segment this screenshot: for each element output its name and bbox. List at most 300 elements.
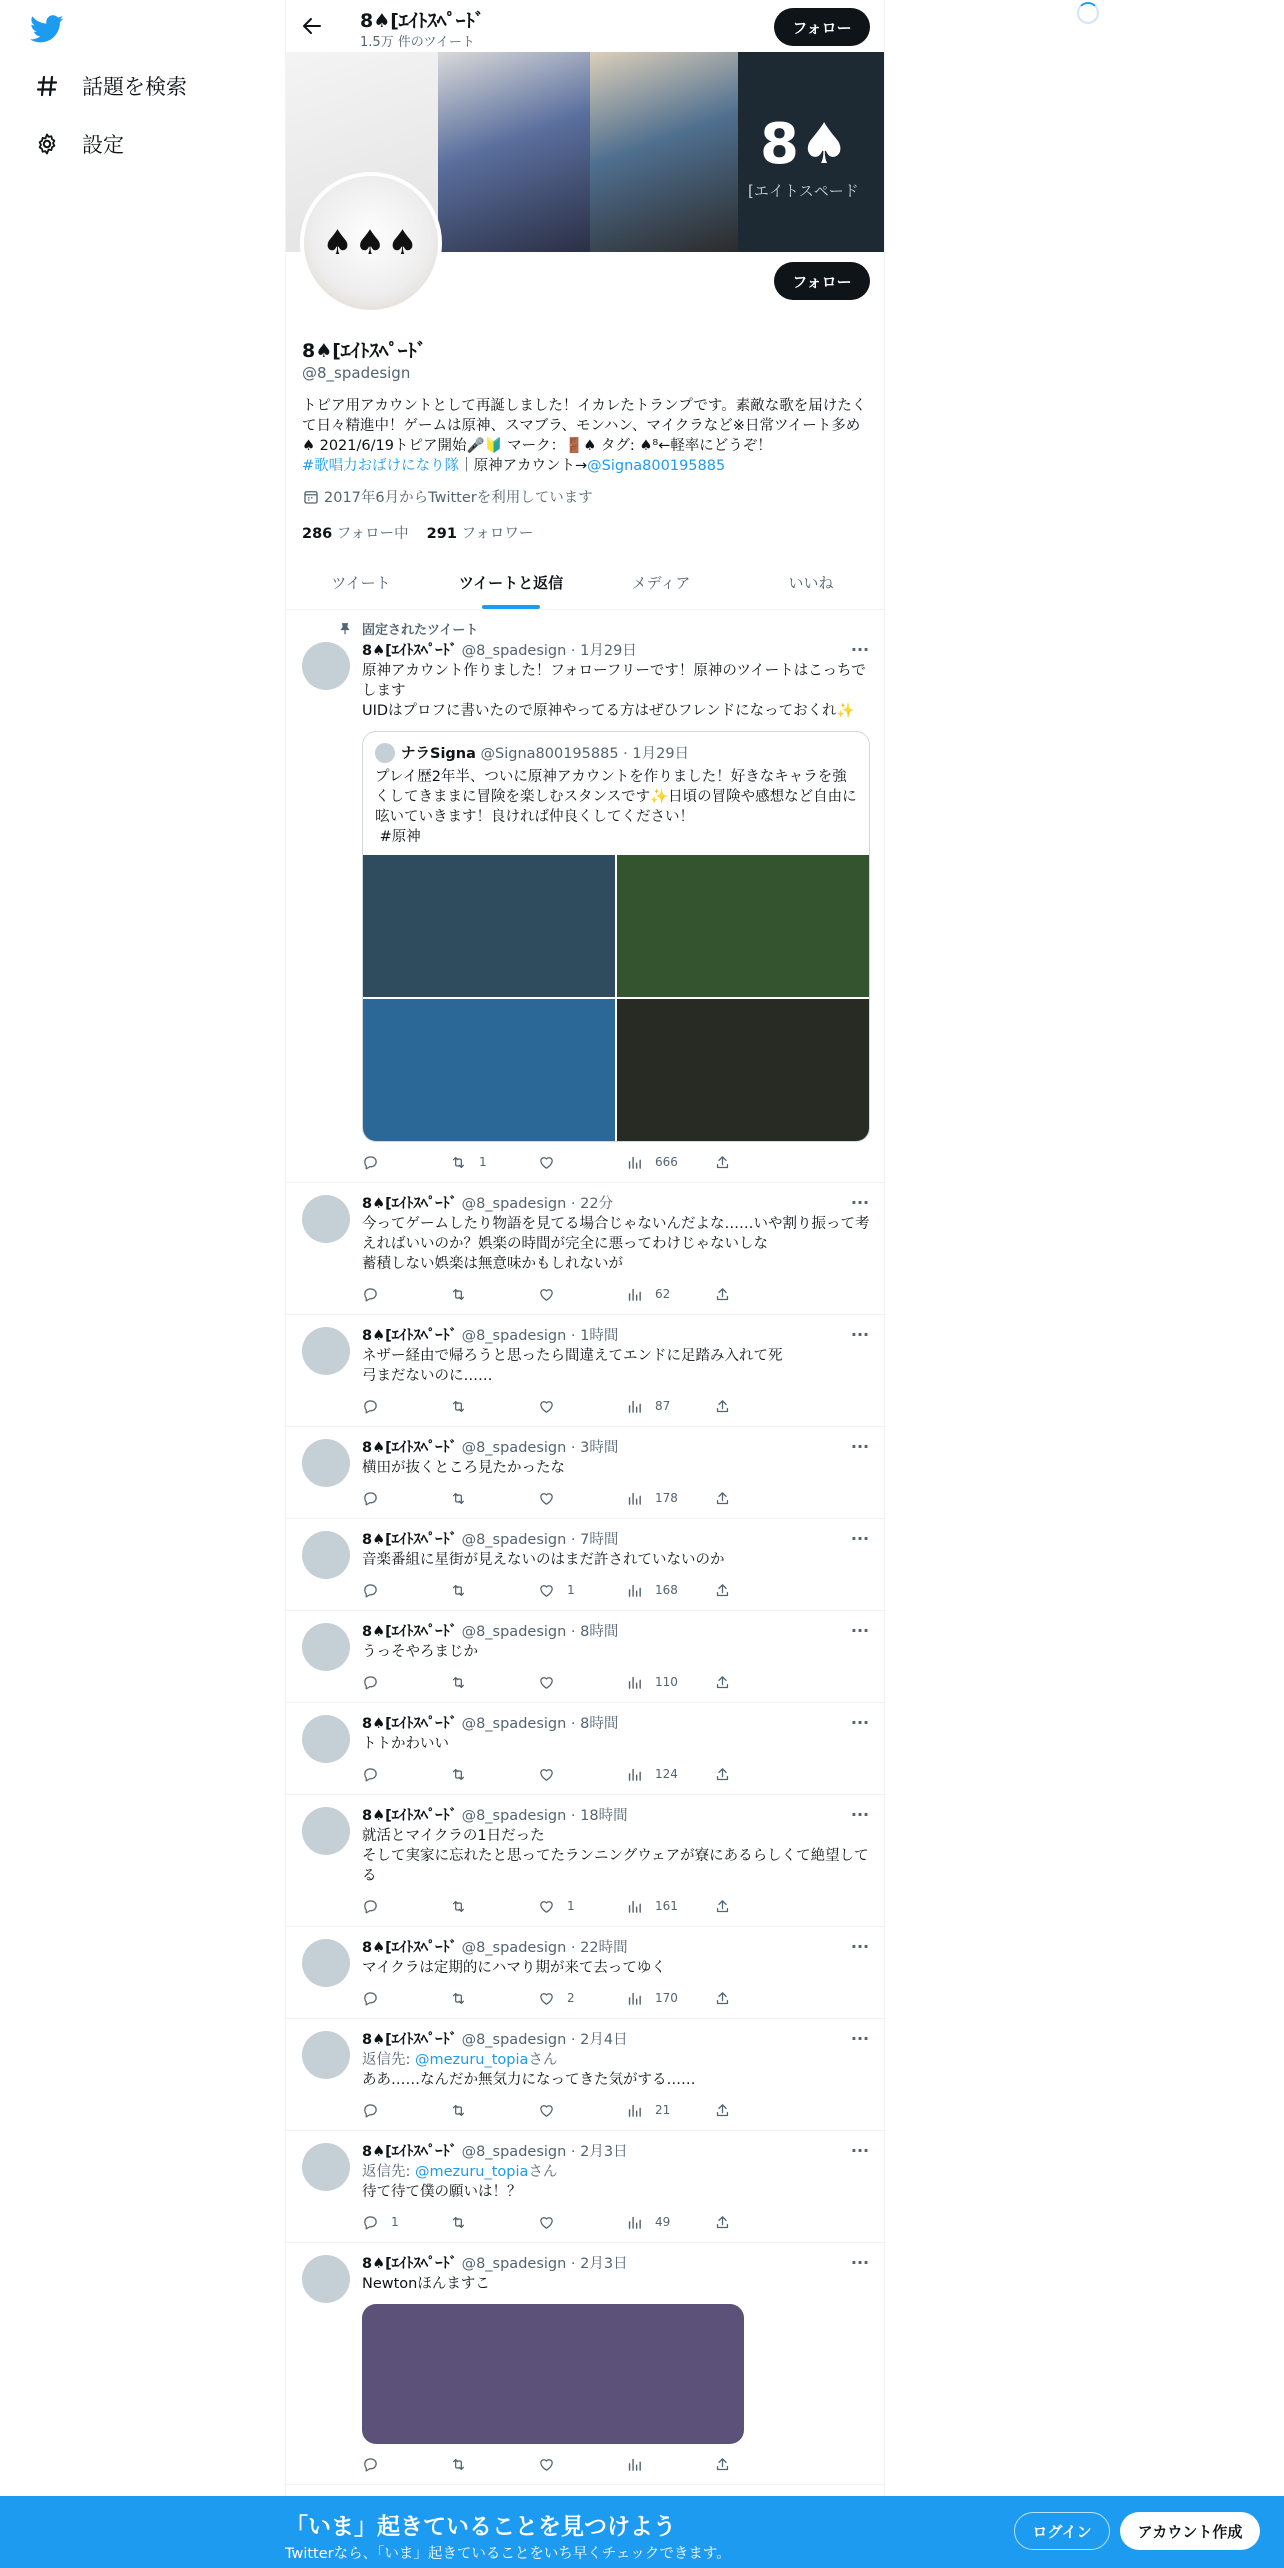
tab-tweets[interactable]: ツイート xyxy=(331,574,391,592)
avatar[interactable] xyxy=(302,1531,350,1579)
profile-avatar[interactable] xyxy=(300,172,442,314)
tweet-text: 就活とマイクラの1日だった そして実家に忘れたと思ってたランニングウェアが寮にあるらしくて絶望してる xyxy=(362,1828,869,1884)
tweet[interactable] xyxy=(286,1611,885,1703)
bio-hashtag-link[interactable]: #歌唱力おばけになり隊 xyxy=(302,458,460,474)
retweet-icon xyxy=(450,1674,467,1691)
reply-icon xyxy=(362,1398,379,1415)
views-button[interactable] xyxy=(626,1990,714,2007)
avatar[interactable] xyxy=(302,1439,350,1487)
tweet-body xyxy=(362,1327,870,1426)
views-button[interactable] xyxy=(626,1766,714,1783)
retweet-icon xyxy=(450,1766,467,1783)
reply-button[interactable] xyxy=(362,1490,450,1507)
tweet[interactable] xyxy=(286,1427,885,1519)
retweet-icon xyxy=(450,1398,467,1415)
share-button[interactable] xyxy=(714,1398,802,1415)
share-icon xyxy=(714,1766,731,1783)
reply-icon xyxy=(362,1674,379,1691)
reply-icon xyxy=(362,1582,379,1599)
profile-bio xyxy=(302,396,872,476)
tweet-text: Newtonほんますこ xyxy=(362,2276,490,2292)
quoted-text: プレイ歴2年半、ついに原神アカウントを作りました！好きなキャラを強くしてきままに冒険を楽しむスタンスです✨日頃の冒険や感想など自由に呟いていきます！良ければ仲良くしてください！ #原神 xyxy=(375,769,857,845)
like-button[interactable] xyxy=(538,1674,626,1691)
views-count: 87 xyxy=(655,1399,671,1413)
share-button[interactable] xyxy=(714,1674,802,1691)
tweet-media-image[interactable] xyxy=(362,2304,744,2444)
views-button[interactable] xyxy=(626,2456,714,2473)
tweet-body xyxy=(362,2031,870,2130)
quoted-media-image[interactable] xyxy=(617,999,869,1141)
profile-column xyxy=(285,0,885,2568)
tweet-meta[interactable]: @8_spadesign · 22分 xyxy=(461,1196,614,1212)
tweet[interactable] xyxy=(286,1795,885,1927)
heart-icon xyxy=(538,1674,555,1691)
avatar[interactable] xyxy=(302,1807,350,1855)
tweet-meta[interactable]: @8_spadesign · 2月3日 xyxy=(461,2144,628,2160)
avatar[interactable] xyxy=(302,1327,350,1375)
login-button[interactable]: ログイン xyxy=(1014,2512,1110,2550)
reply-icon xyxy=(362,2456,379,2473)
like-count: 1 xyxy=(567,1899,575,1913)
more-options-icon[interactable]: ··· xyxy=(850,1937,870,1956)
tweet-author-name[interactable]: 8♠[ｴｲﾄｽﾍﾟｰﾄﾞ xyxy=(362,1532,457,1548)
quoted-author-name: ナラSigna xyxy=(401,746,476,762)
tweet-meta[interactable]: @8_spadesign · 18時間 xyxy=(461,1808,628,1824)
back-arrow-icon[interactable] xyxy=(300,14,324,38)
views-chart-icon xyxy=(626,1154,643,1171)
quoted-meta: @Signa800195885 · 1月29日 xyxy=(480,746,690,762)
more-options-icon[interactable]: ··· xyxy=(850,1325,870,1344)
like-button[interactable] xyxy=(538,2214,626,2231)
tweet-meta[interactable]: @8_spadesign · 1時間 xyxy=(461,1328,619,1344)
tweet-meta[interactable]: @8_spadesign · 2月3日 xyxy=(461,2256,628,2272)
like-button[interactable] xyxy=(538,1990,626,2007)
tweet-header xyxy=(362,2143,870,2162)
follow-button[interactable]: フォロー xyxy=(774,262,870,300)
quoted-media-grid xyxy=(363,855,869,1141)
tweet-author-name[interactable]: 8♠[ｴｲﾄｽﾍﾟｰﾄﾞ xyxy=(362,1808,457,1824)
tweet-row xyxy=(302,2143,870,2242)
reply-icon xyxy=(362,1154,379,1171)
quoted-avatar xyxy=(375,743,395,763)
avatar[interactable] xyxy=(302,1623,350,1671)
reply-icon xyxy=(362,1898,379,1915)
heart-icon xyxy=(538,1898,555,1915)
share-button[interactable] xyxy=(714,2102,802,2119)
tweet-text: 横田が抜くところ見たかったな xyxy=(362,1460,565,1476)
retweet-button[interactable] xyxy=(450,1898,538,1915)
twitter-logo-icon[interactable] xyxy=(30,12,64,46)
reply-button[interactable] xyxy=(362,1582,450,1599)
more-options-icon[interactable]: ··· xyxy=(850,1621,870,1640)
tweet-header xyxy=(362,1439,870,1458)
retweet-button[interactable] xyxy=(450,1990,538,2007)
tweet-body xyxy=(362,1715,870,1794)
like-count: 1 xyxy=(567,1583,575,1597)
tweet-meta[interactable]: @8_spadesign · 8時間 xyxy=(461,1624,619,1640)
views-chart-icon xyxy=(626,2456,643,2473)
tweet-row xyxy=(302,1439,870,1518)
profile-stats xyxy=(302,522,533,543)
tweet-text: うっそやろまじか xyxy=(362,1644,478,1660)
tweet-row xyxy=(302,1623,870,1702)
views-button[interactable] xyxy=(626,2214,714,2231)
views-chart-icon xyxy=(626,1674,643,1691)
pin-icon xyxy=(338,622,352,636)
like-button[interactable] xyxy=(538,1286,626,1303)
tweet-body xyxy=(362,1807,870,1926)
pinned-label-text: 固定されたツイート xyxy=(362,623,479,638)
views-chart-icon xyxy=(626,1766,643,1783)
heart-icon xyxy=(538,1582,555,1599)
tweet-meta[interactable]: @8_spadesign · 8時間 xyxy=(461,1716,619,1732)
tweet-author-name[interactable]: 8♠[ｴｲﾄｽﾍﾟｰﾄﾞ xyxy=(362,1624,457,1640)
like-button[interactable] xyxy=(538,2456,626,2473)
tweet-meta[interactable]: @8_spadesign · 2月4日 xyxy=(461,2032,628,2048)
views-count: 666 xyxy=(655,1155,678,1169)
tweet[interactable] xyxy=(286,2131,885,2243)
tweet-row xyxy=(302,1327,870,1426)
tweet-meta[interactable]: @8_spadesign · 7時間 xyxy=(461,1532,619,1548)
avatar-spades: ♠♠♠ xyxy=(322,223,420,263)
tweet-header xyxy=(362,1327,870,1346)
share-icon xyxy=(714,1286,731,1303)
profile-header-bar xyxy=(286,0,885,52)
heart-icon xyxy=(538,1154,555,1171)
views-button[interactable] xyxy=(626,1398,714,1415)
like-button[interactable] xyxy=(538,1582,626,1599)
views-button[interactable] xyxy=(626,1154,714,1171)
profile-tabs xyxy=(286,556,885,610)
heart-icon xyxy=(538,1286,555,1303)
like-button[interactable] xyxy=(538,1490,626,1507)
views-count: 110 xyxy=(655,1675,678,1689)
reply-button[interactable] xyxy=(362,1154,450,1171)
retweet-count: 1 xyxy=(479,1155,487,1169)
share-icon xyxy=(714,1674,731,1691)
tweet-body xyxy=(362,1939,870,2018)
banner-logo: 8♠ xyxy=(760,112,850,177)
tweet-author-name[interactable]: 8♠[ｴｲﾄｽﾍﾟｰﾄﾞ xyxy=(362,2144,457,2160)
share-icon xyxy=(714,1582,731,1599)
tweet-actions xyxy=(362,1886,802,1926)
avatar[interactable] xyxy=(302,2255,350,2303)
views-count: 168 xyxy=(655,1583,678,1597)
tweet-actions xyxy=(362,2444,802,2484)
reply-icon xyxy=(362,1490,379,1507)
views-chart-icon xyxy=(626,1490,643,1507)
tweet[interactable] xyxy=(286,1183,885,1315)
views-count: 178 xyxy=(655,1491,678,1505)
tweet-body xyxy=(362,1531,870,1610)
reply-icon xyxy=(362,1990,379,2007)
retweet-button[interactable] xyxy=(450,1286,538,1303)
banner-subtitle: [エイトスペード xyxy=(748,182,859,200)
nav-item-explore-label: 話題を検索 xyxy=(82,75,187,99)
views-button[interactable] xyxy=(626,1898,714,1915)
views-count: 21 xyxy=(655,2103,671,2117)
tweet-body xyxy=(362,1195,870,1314)
tweet-actions xyxy=(362,1478,802,1518)
tweet-text: ネザー経由で帰ろうと思ったら間違えてエンドに足踏み入れて死 弓まだないのに…… xyxy=(362,1348,783,1384)
tweet-header xyxy=(362,1715,870,1734)
reply-button[interactable] xyxy=(362,1398,450,1415)
more-options-icon[interactable]: ··· xyxy=(850,2141,870,2160)
views-count: 49 xyxy=(655,2215,671,2229)
tweet-row xyxy=(302,1531,870,1610)
reply-button[interactable] xyxy=(362,1766,450,1783)
views-button[interactable] xyxy=(626,1490,714,1507)
tweet-actions xyxy=(362,1386,802,1426)
tweet-text: 待て待て僕の願いは！？ xyxy=(362,2184,522,2200)
tweet-header xyxy=(362,1195,870,1214)
reply-context xyxy=(362,2162,870,2182)
tweet-header xyxy=(362,1807,870,1826)
more-options-icon[interactable]: ··· xyxy=(850,1713,870,1732)
tweet-row xyxy=(302,2031,870,2130)
tweet-body xyxy=(362,1623,870,1702)
share-button[interactable] xyxy=(714,1286,802,1303)
tweet-text: ああ……なんだか無気力になってきた気がする…… xyxy=(362,2072,696,2088)
retweet-button[interactable] xyxy=(450,1582,538,1599)
follow-button-header[interactable]: フォロー xyxy=(774,8,870,46)
joined-text: 2017年6月からTwitterを利用しています xyxy=(324,490,593,506)
reply-button[interactable] xyxy=(362,1286,450,1303)
views-count: 62 xyxy=(655,1287,671,1301)
tweet-author-name[interactable]: 8♠[ｴｲﾄｽﾍﾟｰﾄﾞ xyxy=(362,1196,457,1212)
profile-joined-date xyxy=(302,486,593,507)
share-button[interactable] xyxy=(714,1490,802,1507)
reply-mention-link[interactable]: @mezuru_topia xyxy=(415,2164,529,2180)
retweet-icon xyxy=(450,1582,467,1599)
reply-mention-link[interactable]: @mezuru_topia xyxy=(415,2052,529,2068)
tweet-header xyxy=(362,2031,870,2050)
tweet-header xyxy=(362,1939,870,1958)
reply-icon xyxy=(362,2102,379,2119)
tab-likes[interactable]: いいね xyxy=(788,574,834,592)
tweet-author-name[interactable]: 8♠[ｴｲﾄｽﾍﾟｰﾄﾞ xyxy=(362,1328,457,1344)
share-button[interactable] xyxy=(714,1154,802,1171)
tweet[interactable] xyxy=(286,2243,885,2485)
views-chart-icon xyxy=(626,1286,643,1303)
views-chart-icon xyxy=(626,1898,643,1915)
tweet-meta[interactable]: @8_spadesign · 22時間 xyxy=(461,1940,628,1956)
retweet-button[interactable] xyxy=(450,2456,538,2473)
share-button[interactable] xyxy=(714,2456,802,2473)
tweet[interactable] xyxy=(286,1315,885,1427)
retweet-button[interactable] xyxy=(450,2214,538,2231)
retweet-icon xyxy=(450,1490,467,1507)
retweet-button[interactable] xyxy=(450,1154,538,1171)
tweet-author-name[interactable]: 8♠[ｴｲﾄｽﾍﾟｰﾄﾞ xyxy=(362,1716,457,1732)
like-button[interactable] xyxy=(538,2102,626,2119)
tweet-header xyxy=(362,1623,870,1642)
reply-button[interactable] xyxy=(362,2102,450,2119)
quoted-media-image[interactable] xyxy=(617,855,869,997)
share-icon xyxy=(714,1154,731,1171)
avatar[interactable] xyxy=(302,1939,350,1987)
tweet-actions xyxy=(362,2090,802,2130)
share-icon xyxy=(714,2214,731,2231)
bio-mention-link[interactable]: @Signa800195885 xyxy=(587,458,726,474)
banner-panel-3 xyxy=(590,52,738,252)
nav-item-settings-label: 設定 xyxy=(82,133,124,157)
following-label: フォロー中 xyxy=(336,526,409,542)
tweet-text: 原神アカウント作りました！フォローフリーです！原神のツイートはこっちでします UIDはプロフに書いたので原神やってる方はぜひフレンドになっておくれ✨ xyxy=(362,663,866,719)
views-chart-icon xyxy=(626,2214,643,2231)
avatar[interactable] xyxy=(302,1715,350,1763)
retweet-icon xyxy=(450,1990,467,2007)
reply-button[interactable] xyxy=(362,1674,450,1691)
avatar[interactable] xyxy=(302,2031,350,2079)
share-icon xyxy=(714,2102,731,2119)
tweet-header xyxy=(362,2255,870,2274)
share-icon xyxy=(714,1990,731,2007)
calendar-icon xyxy=(302,488,320,506)
profile-handle: @8_spadesign xyxy=(302,364,411,382)
pinned-label xyxy=(338,619,870,638)
tweet[interactable] xyxy=(286,1927,885,2019)
tweet-actions xyxy=(362,1754,802,1794)
tweet-text: 今ってゲームしたり物語を見てる場合じゃないんだよな……いや割り振って考えればいいのか？娯楽の時間が完全に悪ってわけじゃないしな 蓄積しない娯楽は無意味かもしれないが xyxy=(362,1216,870,1272)
more-options-icon[interactable]: ··· xyxy=(850,640,870,659)
views-count: 124 xyxy=(655,1767,678,1781)
tweet-meta[interactable]: @8_spadesign · 3時間 xyxy=(461,1440,619,1456)
retweet-icon xyxy=(450,2214,467,2231)
reply-count: 1 xyxy=(391,2215,399,2229)
retweet-icon xyxy=(450,2456,467,2473)
avatar[interactable] xyxy=(302,642,350,690)
nav-item-settings[interactable] xyxy=(34,124,124,164)
reply-icon xyxy=(362,2214,379,2231)
like-button[interactable] xyxy=(538,1398,626,1415)
signup-prompt-bar xyxy=(0,2496,1284,2568)
retweet-button[interactable] xyxy=(450,1490,538,1507)
signup-button[interactable]: アカウント作成 xyxy=(1120,2512,1260,2550)
retweet-icon xyxy=(450,1154,467,1171)
views-button[interactable] xyxy=(626,1582,714,1599)
avatar[interactable] xyxy=(302,2143,350,2191)
bio-separator: ｜原神アカウント→ xyxy=(459,458,588,474)
header-tweet-count: 1.5万 件のツイート xyxy=(360,35,475,50)
more-options-icon[interactable]: ··· xyxy=(850,2029,870,2048)
like-button[interactable] xyxy=(538,1898,626,1915)
quoted-media-image[interactable] xyxy=(363,999,615,1141)
quoted-media-image[interactable] xyxy=(363,855,615,997)
reply-button[interactable] xyxy=(362,2456,450,2473)
views-button[interactable] xyxy=(626,1674,714,1691)
tweet-row xyxy=(302,1807,870,1926)
nav-item-explore[interactable] xyxy=(34,66,187,106)
gear-icon xyxy=(34,131,60,157)
tweet-text: 音楽番組に星街が見えないのはまだ許されていないのか xyxy=(362,1552,725,1568)
retweet-button[interactable] xyxy=(450,1674,538,1691)
like-button[interactable] xyxy=(538,1766,626,1783)
reply-button[interactable] xyxy=(362,1898,450,1915)
more-options-icon[interactable]: ··· xyxy=(850,1529,870,1548)
followers-label: フォロワー xyxy=(461,526,534,542)
tweet-actions xyxy=(362,2202,802,2242)
banner-panel-4 xyxy=(738,52,885,252)
retweet-button[interactable] xyxy=(450,2102,538,2119)
followers-link[interactable] xyxy=(427,522,534,543)
reply-icon xyxy=(362,1286,379,1303)
views-count: 161 xyxy=(655,1899,678,1913)
following-link[interactable] xyxy=(302,522,409,543)
tweet[interactable] xyxy=(286,2019,885,2131)
views-button[interactable] xyxy=(626,1286,714,1303)
tweet-actions xyxy=(362,1978,802,2018)
share-icon xyxy=(714,1898,731,1915)
share-button[interactable] xyxy=(714,1990,802,2007)
pinned-tweet[interactable] xyxy=(286,611,885,1183)
tweet-text: マイクラは定期的にハマり期が来て去ってゆく xyxy=(362,1960,666,1976)
reply-context xyxy=(362,2050,870,2070)
more-options-icon[interactable]: ··· xyxy=(850,1437,870,1456)
tweet-author-name[interactable]: 8♠[ｴｲﾄｽﾍﾟｰﾄﾞ xyxy=(362,1940,457,1956)
share-button[interactable] xyxy=(714,1898,802,1915)
share-icon xyxy=(714,2456,731,2473)
tweet-body xyxy=(362,2143,870,2242)
share-button[interactable] xyxy=(714,1582,802,1599)
reply-button[interactable] xyxy=(362,2214,450,2231)
views-count: 170 xyxy=(655,1991,678,2005)
reply-button[interactable] xyxy=(362,1990,450,2007)
reply-suffix: さん xyxy=(528,2164,558,2180)
more-options-icon[interactable]: ··· xyxy=(850,1805,870,1824)
tweet-author-name[interactable]: 8♠[ｴｲﾄｽﾍﾟｰﾄﾞ xyxy=(362,2256,457,2272)
tweet-meta[interactable]: @8_spadesign · 1月29日 xyxy=(461,643,637,659)
tweet-body xyxy=(362,1439,870,1518)
retweet-icon xyxy=(450,1898,467,1915)
tweet-body xyxy=(362,2255,870,2484)
retweet-icon xyxy=(450,1286,467,1303)
tab-tweets-and-replies[interactable]: ツイートと返信 xyxy=(436,556,586,609)
views-chart-icon xyxy=(626,2102,643,2119)
following-count: 286 xyxy=(302,526,333,542)
tweet[interactable] xyxy=(286,1519,885,1611)
left-navigation xyxy=(0,0,285,2568)
retweet-button[interactable] xyxy=(450,1398,538,1415)
share-button[interactable] xyxy=(714,1766,802,1783)
heart-icon xyxy=(538,2214,555,2231)
hashtag-icon xyxy=(34,73,60,99)
heart-icon xyxy=(538,1990,555,2007)
share-button[interactable] xyxy=(714,2214,802,2231)
reply-icon xyxy=(362,1766,379,1783)
tweet-author-name[interactable]: 8♠[ｴｲﾄｽﾍﾟｰﾄﾞ xyxy=(362,1440,457,1456)
views-chart-icon xyxy=(626,1990,643,2007)
reply-suffix: さん xyxy=(528,2052,558,2068)
bio-text: トピア用アカウントとして再誕しました！イカレたトランプです。素敵な歌を届けたくて日々精進中！ゲームは原神、スマブラ、モンハン、マイクラなど※日常ツイート多め♠ 2021/6/19トピア開始🎤🔰 マーク：🚪♠ タグ: ♠⁸←軽率にどうぞ！ xyxy=(302,398,867,454)
tweet-author-name[interactable]: 8♠[ｴｲﾄｽﾍﾟｰﾄﾞ xyxy=(362,643,457,659)
retweet-icon xyxy=(450,2102,467,2119)
reply-label: 返信先: xyxy=(362,2164,415,2180)
reply-label: 返信先: xyxy=(362,2052,415,2068)
views-button[interactable] xyxy=(626,2102,714,2119)
more-options-icon[interactable]: ··· xyxy=(850,2253,870,2272)
like-button[interactable] xyxy=(538,1154,626,1171)
quoted-tweet[interactable] xyxy=(362,731,870,1142)
tweet-feed xyxy=(286,611,885,2485)
more-options-icon[interactable]: ··· xyxy=(850,1193,870,1212)
tweet[interactable] xyxy=(286,1703,885,1795)
tab-media[interactable]: メディア xyxy=(631,574,691,592)
signup-prompt-subtitle: Twitterなら、「いま」起きていることをいち早くチェックできます。 xyxy=(285,2546,731,2562)
retweet-button[interactable] xyxy=(450,1766,538,1783)
avatar[interactable] xyxy=(302,1195,350,1243)
tweet-author-name[interactable]: 8♠[ｴｲﾄｽﾍﾟｰﾄﾞ xyxy=(362,2032,457,2048)
